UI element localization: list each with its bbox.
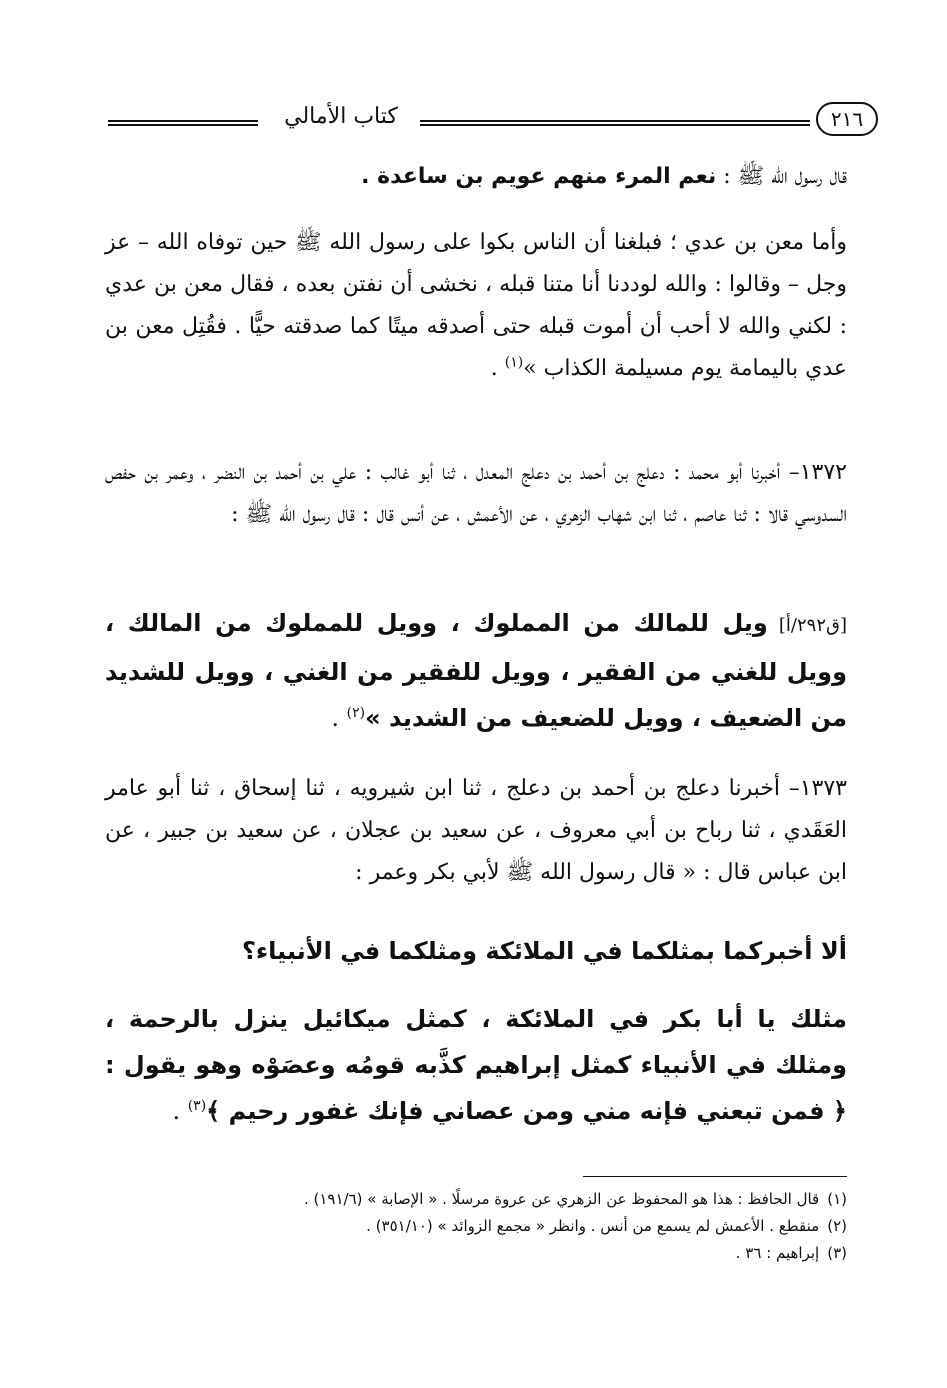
paragraph-2 — [105, 222, 847, 390]
footnote-item — [105, 1186, 847, 1213]
footnote-text: منقطع . الأعمش لم يسمع من أنس . وانظر « مجمع الزوائد » (٣٥١/١٠) . — [366, 1217, 820, 1235]
page-header — [100, 98, 864, 142]
p4-end: . — [331, 704, 347, 732]
p6-hadith: ألا أخبركما بمثلكما في الملائكة ومثلكما في الأنبياء؟ — [241, 937, 847, 965]
footnote-item — [105, 1240, 847, 1267]
paragraph-4 — [105, 600, 847, 741]
footnote-text: إبراهيم : ٣٦ . — [735, 1244, 820, 1262]
footnote-number: (٢) — [827, 1217, 847, 1235]
p1-plain: قال رسول الله ﷺ : — [716, 164, 847, 189]
p2-text: وأما معن بن عدي ؛ فبلغنا أن الناس بكوا على رسول الله ﷺ حين توفاه الله – عز وجل – وقالوا : والله لوددنا أنا متنا قبله ، نخشى أن نفتن بعده ، فقال معن بن عدي : لكني والله لا أحب أن أموت قبله حتى أصدقه ميتًا كما صدقته حيًّا . فقُتِل معن بن عدي باليمامة يوم مسيلمة الكذاب » — [105, 230, 847, 381]
page-number: ٢١٦ — [816, 102, 878, 136]
p7-hadith: مثلك يا أبا بكر في الملائكة ، كمثل ميكائيل ينزل بالرحمة ، ومثلك في الأنبياء كمثل إبراهيم كذَّبه قومُه وعصَوْه وهو يقول : ﴿ فمن تبعني فإنه مني ومن عصاني فإنك غفور رحيم ﴾ — [105, 1005, 847, 1125]
p3-text: ١٣٧٢– أخبرنا أبو محمد : دعلج بن أحمد بن دعلج المعدل ، ثنا أبو غالب : علي بن أحمد بن النضر ، وعمر بن حفص السدوسي قالا : ثنا عاصم ، ثنا ابن شهاب الزهري ، عن الأعمش ، عن أنس قال : قال رسول الله ﷺ : — [105, 460, 847, 527]
p4-hadith: ويل للمالك من المملوك ، وويل للمملوك من المالك ، وويل للغني من الفقير ، وويل للفقير من الغني ، وويل للشديد من الضعيف ، وويل للضعيف من الشديد » — [105, 609, 847, 732]
header-rule-left — [108, 120, 258, 126]
paragraph-6 — [105, 930, 847, 972]
manuscript-marker: [ق٢٩٢/أ] — [767, 615, 847, 636]
footnote-divider — [583, 1176, 847, 1177]
header-rule-right — [420, 120, 810, 126]
paragraph-1 — [105, 156, 847, 198]
footnote-number: (١) — [827, 1190, 847, 1208]
footnote-number: (٣) — [827, 1244, 847, 1262]
paragraph-5 — [105, 768, 847, 894]
footnotes — [105, 1186, 847, 1267]
p7-end: . — [172, 1097, 188, 1125]
footnote-text: قال الحافظ : هذا هو المحفوظ عن الزهري عن عروة مرسلًا . « الإصابة » (١٩١/٦) . — [303, 1190, 820, 1208]
p1-hadith: نعم المرء منهم عويم بن ساعدة . — [361, 164, 717, 189]
paragraph-3 — [105, 452, 847, 536]
footnote-ref-3[interactable]: (٣) — [187, 1098, 207, 1114]
footnote-ref-2[interactable]: (٢) — [346, 705, 366, 721]
paragraph-7 — [105, 996, 847, 1134]
book-title: كتاب الأمالي — [284, 104, 398, 129]
p2-end: . — [490, 356, 505, 381]
footnote-item — [105, 1213, 847, 1240]
footnote-ref-1[interactable]: (١) — [504, 354, 524, 371]
p5-text: ١٣٧٣– أخبرنا دعلج بن أحمد بن دعلج ، ثنا ابن شيرويه ، ثنا إسحاق ، ثنا أبو عامر العَقَدي ، ثنا رباح بن أبي معروف ، عن سعيد بن عجلان ، عن سعيد بن جبير ، عن ابن عباس قال : « قال رسول الله ﷺ لأبي بكر وعمر : — [105, 776, 847, 885]
